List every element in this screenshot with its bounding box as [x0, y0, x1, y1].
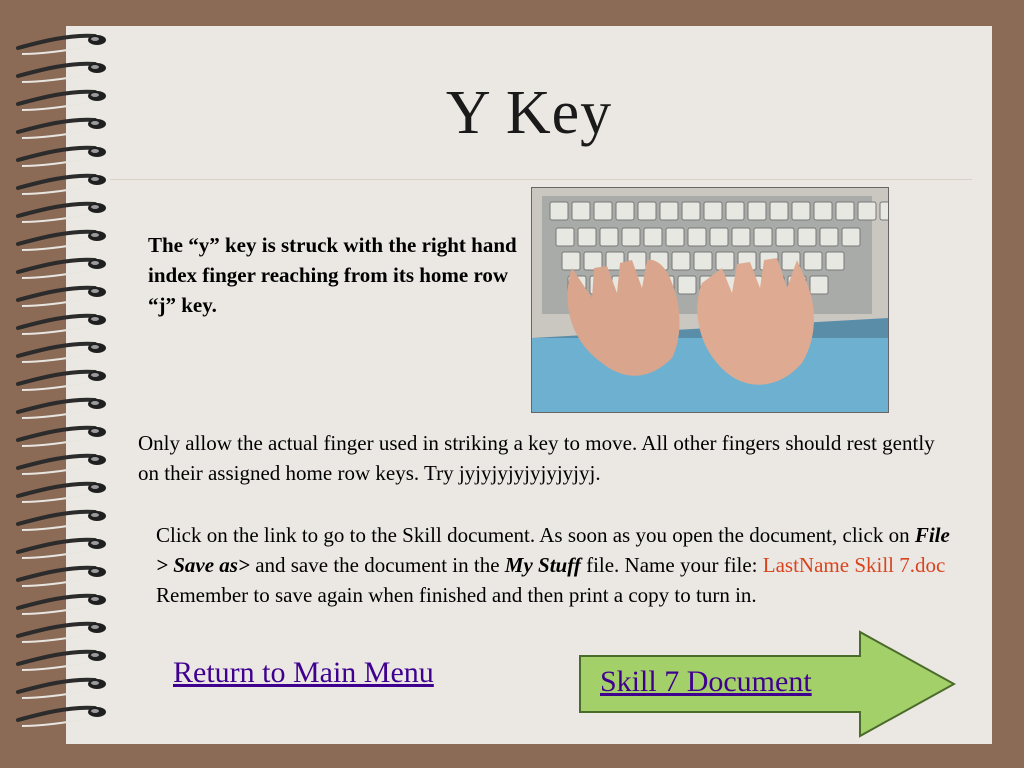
- keyboard-key: [556, 228, 574, 246]
- keyboard-key: [682, 202, 700, 220]
- save-instructions-text-4: Remember to save again when finished and then print a copy to turn in.: [156, 583, 757, 607]
- spiral-ring: [18, 343, 106, 362]
- spiral-ring: [18, 483, 106, 502]
- keyboard-key: [880, 202, 888, 220]
- keyboard-key: [562, 252, 580, 270]
- folder-name: My Stuff: [504, 553, 581, 577]
- title-divider: [110, 179, 972, 180]
- spiral-ring: [18, 371, 106, 390]
- keyboard-key: [858, 202, 876, 220]
- spiral-ring: [18, 651, 106, 670]
- keyboard-key: [572, 202, 590, 220]
- keyboard-key: [594, 202, 612, 220]
- keyboard-key: [748, 202, 766, 220]
- page-title: Y Key: [445, 79, 613, 147]
- keyboard-key: [814, 202, 832, 220]
- keyboard-key: [644, 228, 662, 246]
- save-instructions: [156, 520, 956, 610]
- file-name: LastName Skill 7.doc: [762, 553, 946, 577]
- keyboard-key: [616, 202, 634, 220]
- keyboard-hands-image: [531, 187, 889, 413]
- spiral-ring: [18, 175, 106, 194]
- keyboard-key: [732, 228, 750, 246]
- keyboard-key: [578, 228, 596, 246]
- keyboard-key: [798, 228, 816, 246]
- keyboard-key: [666, 228, 684, 246]
- spiral-ring: [18, 35, 106, 54]
- keyboard-key: [716, 252, 734, 270]
- spiral-ring: [18, 287, 106, 306]
- keyboard-key: [710, 228, 728, 246]
- save-instructions-text-2: and save the document in the: [249, 553, 505, 577]
- keyboard-key: [694, 252, 712, 270]
- spiral-ring: [18, 315, 106, 334]
- spiral-ring: [18, 623, 106, 642]
- spiral-ring: [18, 539, 106, 558]
- spiral-ring: [18, 707, 106, 726]
- save-instructions-text-3: file. Name your file:: [580, 553, 763, 577]
- keyboard-key: [704, 202, 722, 220]
- keyboard-key: [660, 202, 678, 220]
- save-instructions-text-1: Click on the link to go to the Skill document. As soon as you open the document, click on: [156, 523, 915, 547]
- spiral-ring: [18, 399, 106, 418]
- keyboard-key: [804, 252, 822, 270]
- spiral-ring: [18, 455, 106, 474]
- intro-text: The “y” key is struck with the right hand index finger reaching from its home row “j” key.: [148, 233, 517, 317]
- spiral-ring: [18, 511, 106, 530]
- spiral-ring: [18, 567, 106, 586]
- keyboard-key: [810, 276, 828, 294]
- spiral-ring: [18, 231, 106, 250]
- spiral-ring: [18, 147, 106, 166]
- keyboard-key: [776, 228, 794, 246]
- spiral-ring: [18, 679, 106, 698]
- keyboard-key: [754, 228, 772, 246]
- menu-path: File > Save as>: [156, 523, 950, 577]
- keyboard-key: [688, 228, 706, 246]
- keyboard-key: [678, 276, 696, 294]
- spiral-ring: [18, 427, 106, 446]
- keyboard-key: [826, 252, 844, 270]
- keyboard-key: [672, 252, 690, 270]
- keyboard-key: [638, 202, 656, 220]
- instruction-paragraph: Only allow the actual finger used in striking a key to move. All other fingers should rest gently on their assigned home row keys. Try jyjyjyjyjyjyjyjyj.: [138, 431, 935, 485]
- keyboard-key: [622, 228, 640, 246]
- keyboard-key: [820, 228, 838, 246]
- keyboard-key: [726, 202, 744, 220]
- keyboard-key: [600, 228, 618, 246]
- keyboard-key: [550, 202, 568, 220]
- keyboard-key: [842, 228, 860, 246]
- keyboard-key: [792, 202, 810, 220]
- spiral-ring: [18, 259, 106, 278]
- return-main-menu-link[interactable]: Return to Main Menu: [173, 656, 434, 689]
- keyboard-key: [770, 202, 788, 220]
- spiral-ring: [18, 203, 106, 222]
- skill-document-link[interactable]: Skill 7 Document: [600, 665, 812, 698]
- keyboard-key: [836, 202, 854, 220]
- spiral-ring: [18, 595, 106, 614]
